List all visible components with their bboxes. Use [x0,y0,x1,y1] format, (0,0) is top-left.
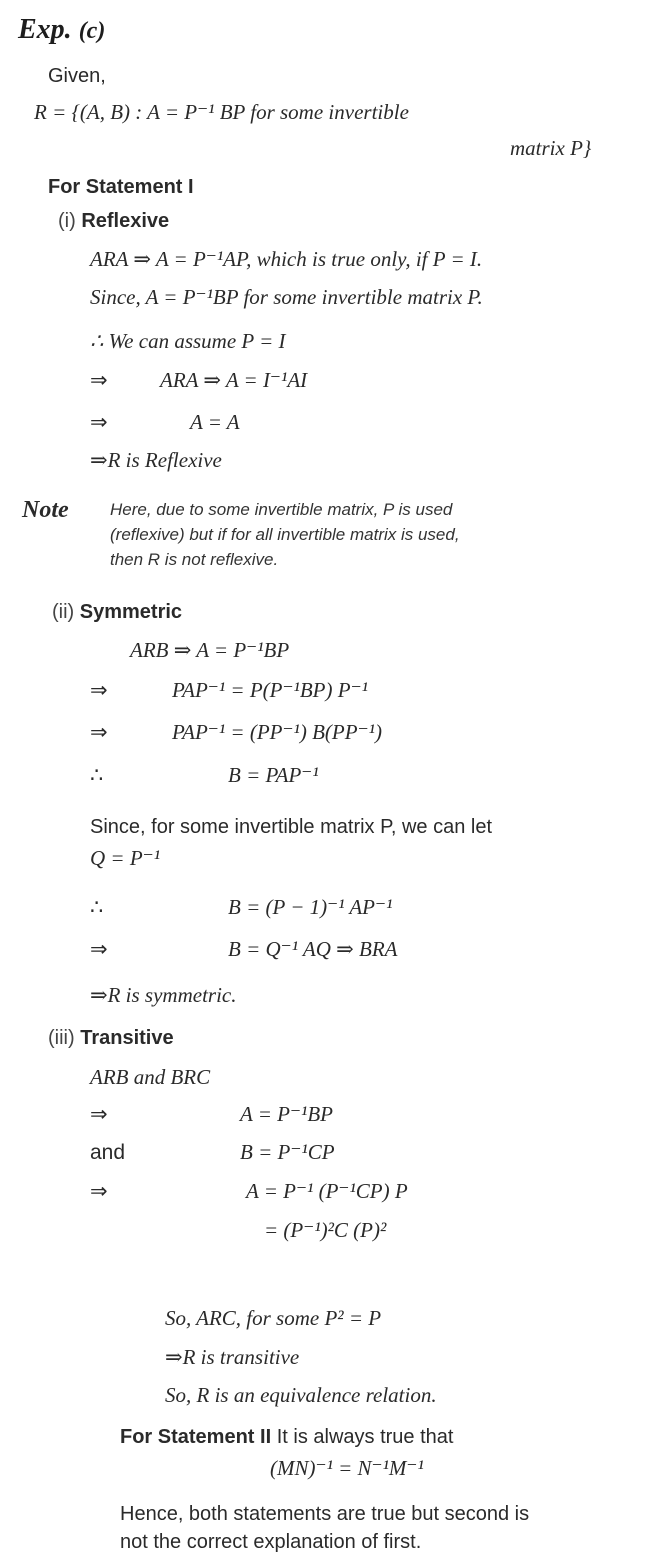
answer-option: (c) [78,18,106,44]
implies-symbol: ⇒ [90,678,108,702]
implies-symbol: ⇒ [90,368,108,392]
implies-symbol: ⇒ [90,720,108,744]
given-label: Given, [48,65,106,87]
transitive-line-3 [90,1140,335,1165]
transitive-line-5: = (P⁻¹)²C (P)² [264,1218,387,1242]
statement-2-text: It is always true that [276,1426,454,1448]
symmetric-line-4-expr: B = PAP⁻¹ [228,763,319,787]
transitive-line-4-expr: A = P⁻¹ (P⁻¹CP) P [246,1179,408,1203]
implies-symbol: ⇒ [90,937,108,961]
transitive-line-3-expr: B = P⁻¹CP [240,1140,335,1164]
reflexive-line-5 [90,410,240,434]
transitive-line-4 [90,1179,408,1203]
reflexive-line-1: ARA ⇒ A = P⁻¹AP, which is true only, if P = I. [90,247,483,271]
implies-symbol: ⇒ [90,1102,108,1126]
reflexive-line-4 [90,368,307,392]
reflexive-conclusion: ⇒R is Reflexive [90,448,222,472]
statement-2-line [120,1426,453,1449]
symmetric-line-5: Since, for some invertible matrix P, we can let [90,816,493,838]
reflexive-line-4-expr: ARA ⇒ A = I⁻¹AI [160,368,308,392]
reflexive-line-5-expr: A = A [190,410,240,434]
symmetric-line-7-expr: B = (P − 1)⁻¹ AP⁻¹ [228,895,393,919]
symmetric-heading [52,601,182,624]
symmetric-line-3 [90,720,382,744]
symmetric-line-2-expr: PAP⁻¹ = P(P⁻¹BP) P⁻¹ [172,678,368,702]
reflexive-heading [58,210,169,233]
symmetric-line-6: Q = P⁻¹ [90,846,161,870]
reflexive-number: (i) [58,210,76,232]
exp-heading [18,14,105,46]
note-line-3: then R is not reflexive. [110,550,279,569]
therefore-symbol: ∴ [90,895,104,919]
implies-symbol: ⇒ [90,1179,108,1203]
transitive-line-2-expr: A = P⁻¹BP [240,1102,333,1126]
note-line-2: (reflexive) but if for all invertible matrix is used, [110,525,460,544]
transitive-line-7: ⇒R is transitive [165,1345,300,1369]
symmetric-line-7 [90,895,392,919]
symmetric-line-8-expr: B = Q⁻¹ AQ ⇒ BRA [228,937,398,961]
transitive-line-1: ARB and BRC [90,1065,211,1089]
symmetric-line-8 [90,937,398,961]
symmetric-title: Symmetric [79,601,183,623]
statement-2-formula: (MN)⁻¹ = N⁻¹M⁻¹ [270,1456,424,1480]
transitive-line-8: So, R is an equivalence relation. [165,1383,437,1407]
symmetric-line-1: ARB ⇒ A = P⁻¹BP [130,638,290,662]
statement-1-title: For Statement I [48,176,194,198]
implies-symbol: ⇒ [90,410,108,434]
relation-definition-cont: matrix P} [510,136,592,160]
transitive-heading [48,1027,174,1050]
note-label: Note [22,497,69,523]
reflexive-line-2: Since, A = P⁻¹BP for some invertible matrix P. [90,285,483,309]
exp-label: Exp. [18,14,72,45]
transitive-title: Transitive [80,1027,174,1049]
symmetric-conclusion: ⇒R is symmetric. [90,983,237,1007]
reflexive-line-3: ∴ We can assume P = I [90,329,286,353]
symmetric-line-4 [90,763,319,787]
symmetric-number: (ii) [52,601,75,623]
relation-definition: R = {(A, B) : A = P⁻¹ BP for some invertible [34,100,409,124]
conclusion-line-1: Hence, both statements are true but second is [120,1503,530,1525]
and-word: and [90,1141,126,1164]
symmetric-line-2 [90,678,368,702]
reflexive-title: Reflexive [81,210,170,232]
note-line-1: Here, due to some invertible matrix, P is used [110,500,453,519]
transitive-number: (iii) [48,1027,75,1049]
statement-2-title: For Statement II [120,1426,272,1448]
transitive-line-2 [90,1102,333,1126]
conclusion-line-2: not the correct explanation of first. [120,1531,422,1553]
transitive-line-6: So, ARC, for some P² = P [165,1306,382,1330]
therefore-symbol: ∴ [90,763,104,787]
symmetric-line-3-expr: PAP⁻¹ = (PP⁻¹) B(PP⁻¹) [172,720,382,744]
